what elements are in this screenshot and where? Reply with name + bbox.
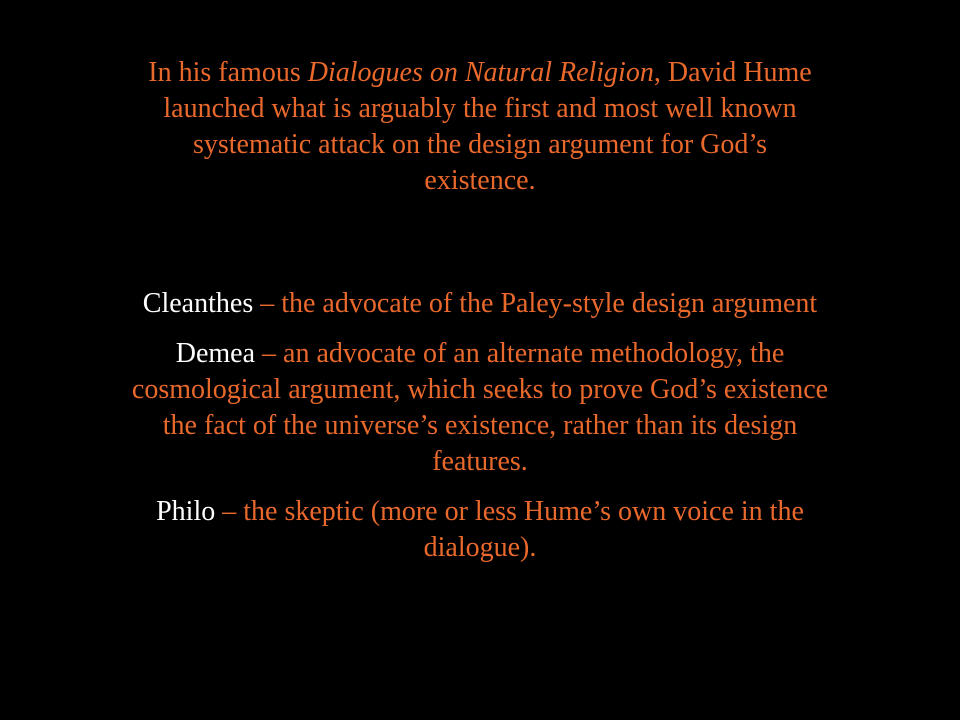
intro-paragraph: [140, 55, 820, 199]
character-demea: [130, 336, 830, 480]
character-description: – the skeptic (more or less Hume’s own voice in the dialogue).: [215, 496, 804, 563]
intro-prefix: In his famous: [148, 57, 308, 88]
character-cleanthes: [130, 286, 830, 322]
character-name: Demea: [175, 338, 256, 369]
intro-suffix: , David Hume launched what is arguably the first and most well known systematic attack on the design argument for God’s existence.: [163, 57, 812, 196]
character-name: Cleanthes: [142, 288, 254, 319]
character-description: – the advocate of the Paley-style design argument: [253, 288, 818, 319]
character-list: [130, 286, 830, 580]
character-philo: [130, 494, 830, 566]
intro-book-title: Dialogues on Natural Religion: [307, 57, 654, 88]
character-description: – an advocate of an alternate methodology, the cosmological argument, which seeks to prove God’s existence the fact of the universe’s existence, rather than its design features.: [131, 338, 829, 477]
character-name: Philo: [156, 496, 216, 527]
